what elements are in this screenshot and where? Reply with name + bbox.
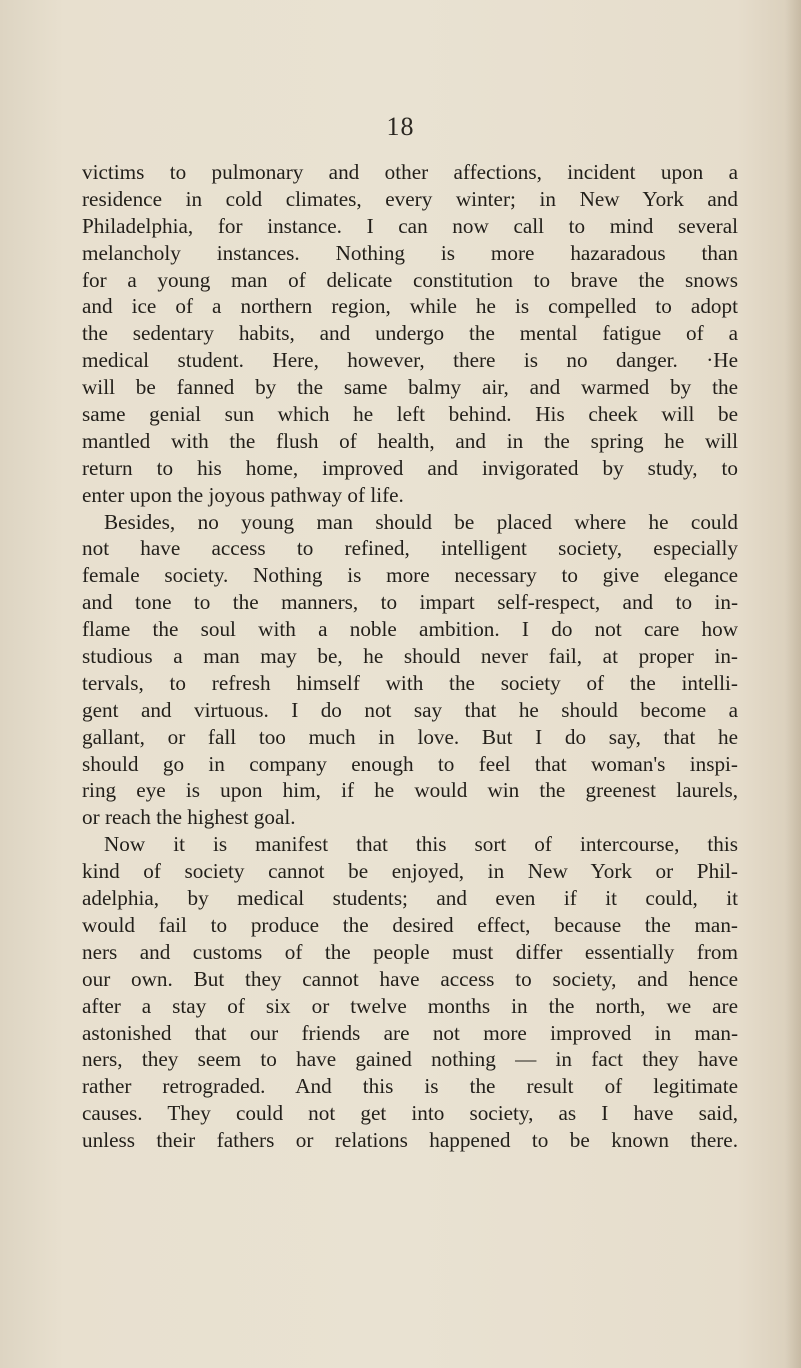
text-line: astonished that our friends are not more improved in man- [82,1020,738,1045]
text-line: return to his home, improved and invigorated by study, to [82,455,738,480]
text-line: gallant, or fall too much in love. But I do say, that he [82,724,738,749]
text-line: unless their fathers or relations happened to be known there. [82,1128,738,1153]
text-line: causes. They could not get into society, as I have said, [82,1101,738,1126]
text-line: or reach the highest goal. [82,805,296,830]
text-line: Besides, no young man should be placed where he could [104,509,738,534]
text-line: would fail to produce the desired effect, because the man- [82,912,738,937]
text-line: studious a man may be, he should never fail, at proper in- [82,644,738,669]
text-line: rather retrograded. And this is the result of legitimate [82,1074,738,1099]
page-number: 18 [386,112,415,141]
text-line: ring eye is upon him, if he would win the greenest laurels, [82,778,738,803]
text-line: melancholy instances. Nothing is more hazaradous than [82,240,738,265]
text-line: flame the soul with a noble ambition. I do not care how [82,617,738,642]
body-text [82,159,738,1154]
text-line: ners and customs of the people must differ essentially from [82,939,738,964]
text-line: adelphia, by medical students; and even if it could, it [82,886,738,911]
text-line: tervals, to refresh himself with the society of the intelli- [82,670,738,695]
text-line: Now it is manifest that this sort of intercourse, this [104,832,738,857]
text-line: our own. But they cannot have access to society, and hence [82,966,738,991]
text-line: same genial sun which he left behind. His cheek will be [82,402,738,427]
page-edge-shadow [785,0,801,1368]
text-line: medical student. Here, however, there is no danger. ·He [82,348,738,373]
text-line: residence in cold climates, every winter; in New York and [82,186,738,211]
text-line: not have access to refined, intelligent society, especially [82,536,738,561]
text-line: mantled with the flush of health, and in the spring he will [82,428,738,453]
text-line: should go in company enough to feel that woman's inspi- [82,751,738,776]
text-line: after a stay of six or twelve months in the north, we are [82,993,738,1018]
text-line: the sedentary habits, and undergo the mental fatigue of a [82,321,738,346]
text-line: Philadelphia, for instance. I can now call to mind several [82,213,738,238]
text-line: enter upon the joyous pathway of life. [82,482,404,507]
text-line: for a young man of delicate constitution to brave the snows [82,267,738,292]
text-line: victims to pulmonary and other affections, incident upon a [82,160,738,184]
text-line: and tone to the manners, to impart self-respect, and to in- [82,590,738,615]
text-line: female society. Nothing is more necessary to give elegance [82,563,738,588]
text-line: will be fanned by the same balmy air, and warmed by the [82,375,738,400]
text-line: kind of society cannot be enjoyed, in New York or Phil- [82,859,738,884]
text-line: ners, they seem to have gained nothing — in fact they have [82,1047,738,1072]
text-line: gent and virtuous. I do not say that he should become a [82,697,738,722]
text-line: and ice of a northern region, while he is compelled to adopt [82,294,738,319]
